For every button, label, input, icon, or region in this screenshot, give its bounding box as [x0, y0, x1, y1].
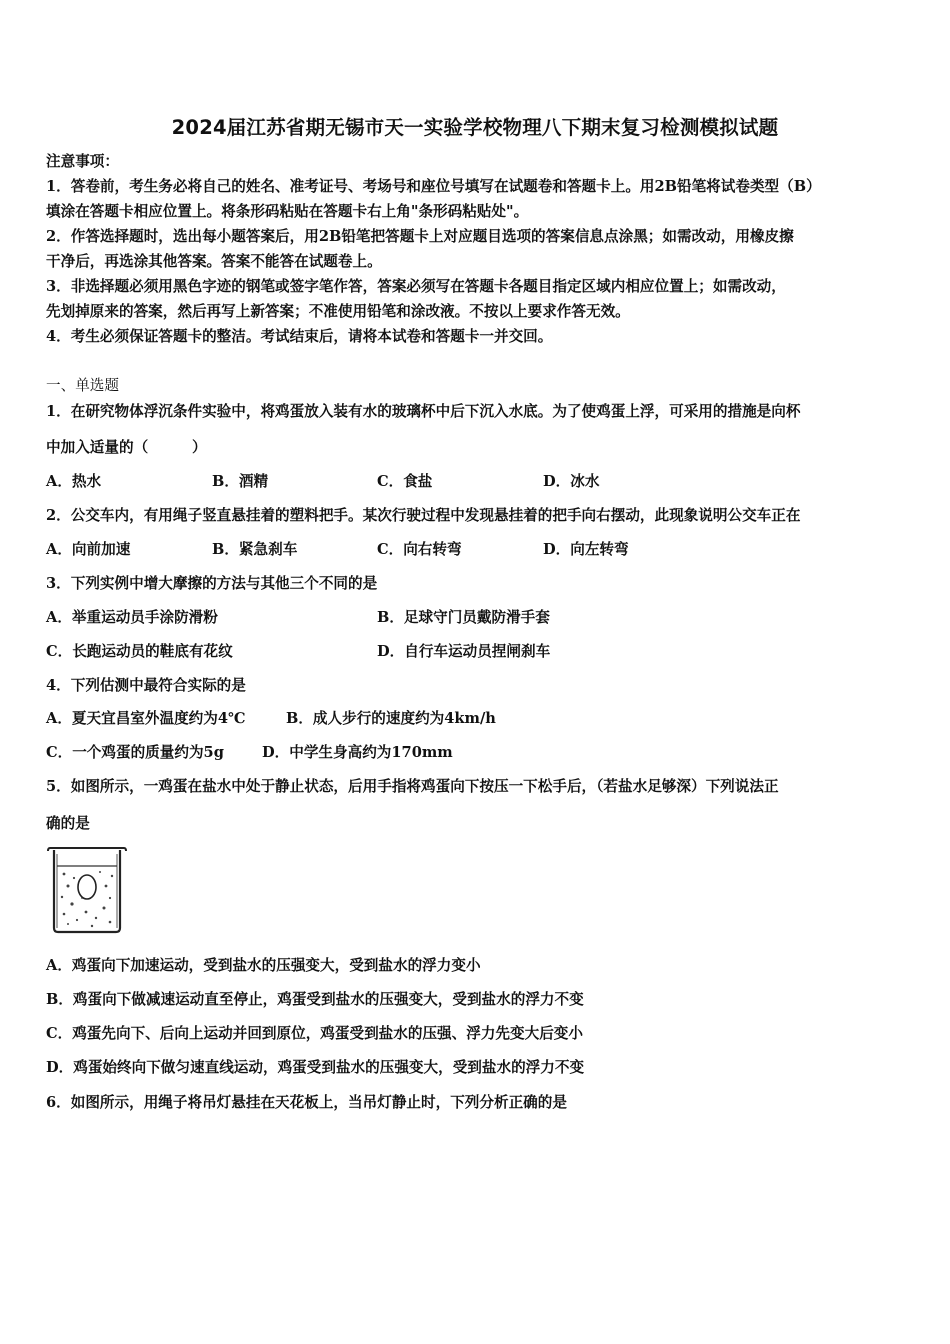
- notice-line: 2．作答选择题时，选出每小题答案后，用2B铅笔把答题卡上对应题目选项的答案信息点涂黑；如需改动，用橡皮擦: [46, 228, 794, 245]
- question-4-stem: 4．下列估测中最符合实际的是: [46, 677, 246, 694]
- question-2-option-c: C．向右转弯: [377, 541, 462, 558]
- question-5-option-d: D．鸡蛋始终向下做匀速直线运动，鸡蛋受到盐水的压强变大，受到盐水的浮力不变: [46, 1059, 585, 1076]
- question-1-option-b: B．酒精: [212, 473, 269, 490]
- question-3-stem: 3．下列实例中增大摩擦的方法与其他三个不同的是: [46, 575, 378, 592]
- question-5-option-c: C．鸡蛋先向下、后向上运动并回到原位，鸡蛋受到盐水的压强、浮力先变大后变小: [46, 1025, 583, 1042]
- question-3-option-d: D．自行车运动员捏闸刹车: [377, 643, 551, 660]
- question-2-stem: 2．公交车内，有用绳子竖直悬挂着的塑料把手。某次行驶过程中发现悬挂着的把手向右摆动，此现象说明公交车正在: [46, 507, 801, 524]
- notice-line: 填涂在答题卡相应位置上。将条形码粘贴在答题卡右上角"条形码粘贴处"。: [46, 203, 529, 220]
- question-1-option-a: A．热水: [46, 473, 102, 490]
- question-1-stem: 中加入适量的（ ）: [46, 439, 207, 456]
- question-5-option-b: B．鸡蛋向下做减速运动直至停止，鸡蛋受到盐水的压强变大，受到盐水的浮力不变: [46, 991, 584, 1008]
- question-2-option-a: A．向前加速: [46, 541, 131, 558]
- question-6-stem: 6．如图所示，用绳子将吊灯悬挂在天花板上，当吊灯静止时，下列分析正确的是: [46, 1094, 567, 1111]
- question-4-option-c: C．一个鸡蛋的质量约为5g: [46, 744, 224, 761]
- notice-line: 1．答卷前，考生务必将自己的姓名、准考证号、考场号和座位号填写在试题卷和答题卡上。用2B铅笔将试卷类型（B）: [46, 178, 821, 195]
- question-1-option-c: C．食盐: [377, 473, 433, 490]
- question-5-option-a: A．鸡蛋向下加速运动，受到盐水的压强变大，受到盐水的浮力变小: [46, 957, 481, 974]
- section-heading: 一、单选题: [46, 377, 119, 394]
- question-3-option-c: C．长跑运动员的鞋底有花纹: [46, 643, 233, 660]
- question-4-option-d: D．中学生身高约为170mm: [262, 744, 453, 761]
- question-3-option-b: B．足球守门员戴防滑手套: [377, 609, 550, 626]
- beaker-illustration: [48, 848, 126, 932]
- notice-line: 先划掉原来的答案，然后再写上新答案；不准使用铅笔和涂改液。不按以上要求作答无效。: [46, 303, 630, 320]
- question-1-stem: 1．在研究物体浮沉条件实验中，将鸡蛋放入装有水的玻璃杯中后下沉入水底。为了使鸡蛋上浮，可采用的措施是向杯: [46, 403, 801, 420]
- notice-line: 3．非选择题必须用黑色字迹的钢笔或签字笔作答，答案必须写在答题卡各题目指定区域内相应位置上；如需改动，: [46, 278, 786, 295]
- question-5-stem: 5．如图所示，一鸡蛋在盐水中处于静止状态，后用手指将鸡蛋向下按压一下松手后，（若盐水足够深）下列说法正: [46, 778, 779, 795]
- page-title: 2024届江苏省期无锡市天一实验学校物理八下期末复习检测模拟试题: [171, 116, 779, 139]
- question-1-option-d: D．冰水: [543, 473, 600, 490]
- notice-line: 干净后，再选涂其他答案。答案不能答在试题卷上。: [46, 253, 382, 270]
- question-2-option-b: B．紧急刹车: [212, 541, 298, 558]
- question-2-option-d: D．向左转弯: [543, 541, 629, 558]
- beaker-figure: [44, 842, 130, 938]
- notice-heading: 注意事项：: [46, 153, 119, 170]
- question-4-option-b: B．成人步行的速度约为4km/h: [286, 710, 496, 727]
- notice-line: 4．考生必须保证答题卡的整洁。考试结束后，请将本试卷和答题卡一并交回。: [46, 328, 553, 345]
- question-3-option-a: A．举重运动员手涂防滑粉: [46, 609, 218, 626]
- question-4-option-a: A．夏天宜昌室外温度约为4℃: [46, 710, 246, 727]
- question-5-stem: 确的是: [46, 815, 90, 832]
